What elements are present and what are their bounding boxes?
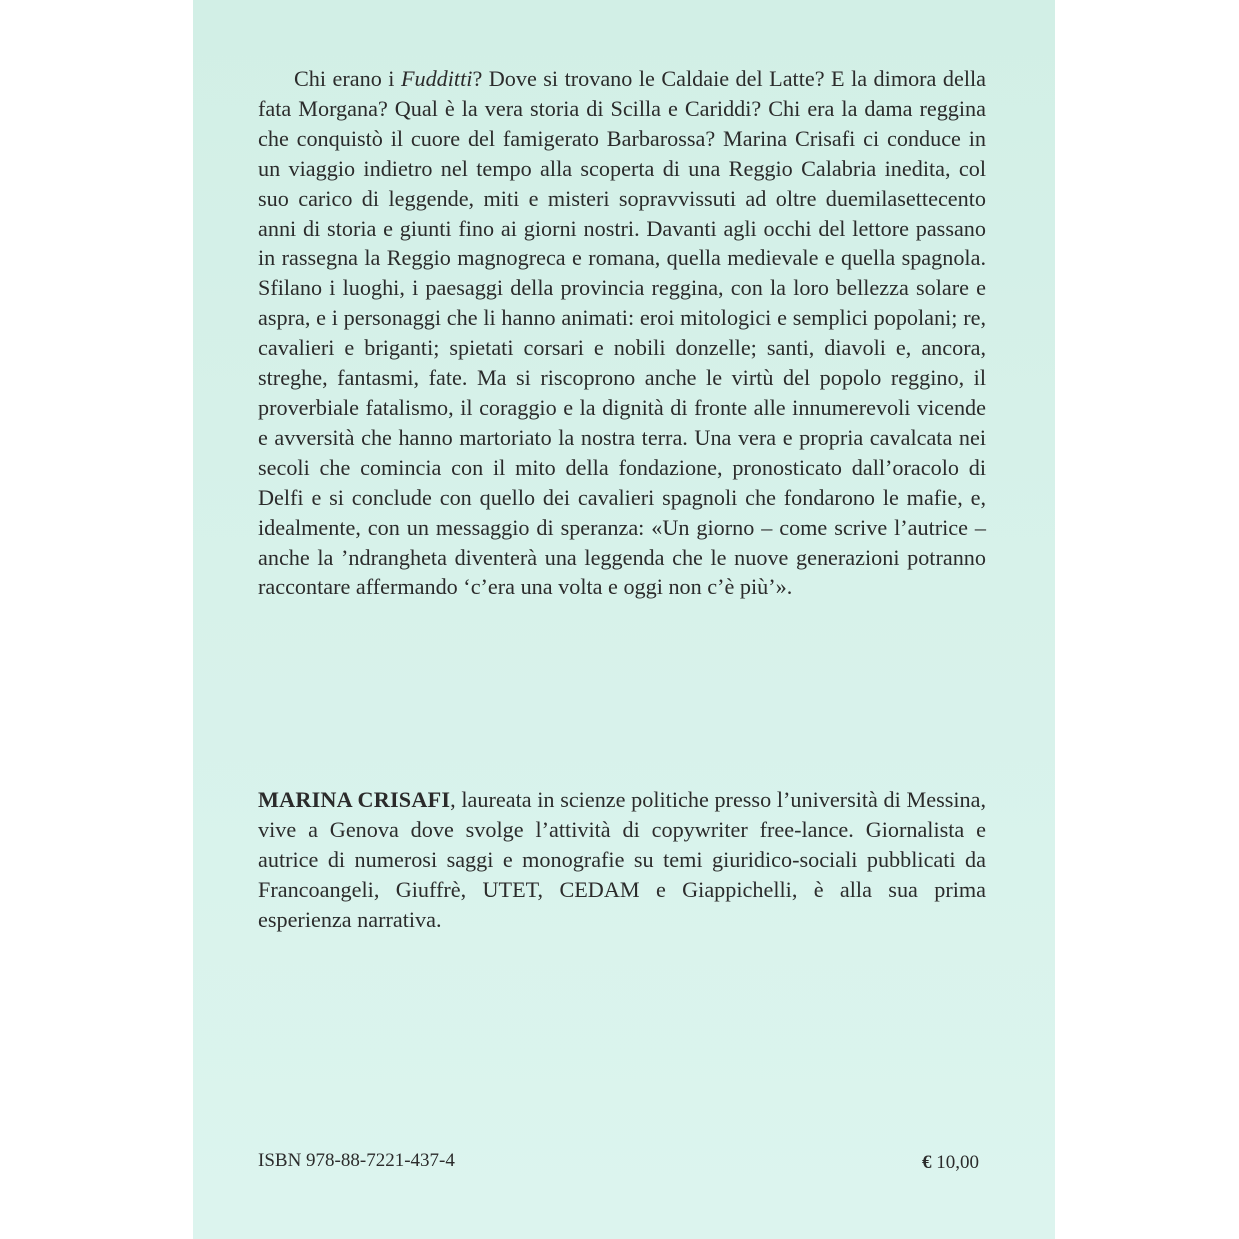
author-bio-text: , laureata in scienze politiche presso l’università di Messina, vive a Genova dove svolge l’attività di copywriter free-lance. Giornalista e autrice di numerosi saggi e monografie su temi giuridico-sociali pubblicati da Francoangeli, Giuffrè, UTET, CEDAM e Giappichelli, è alla sua prima esperienza narrativa. (258, 787, 986, 932)
blurb-question-intro: Chi erano i (294, 66, 401, 91)
blurb-paragraph (258, 64, 986, 602)
euro-symbol: € (922, 1152, 932, 1173)
author-bio (258, 785, 986, 935)
isbn-code: ISBN 978-88-7221-437-4 (258, 1150, 455, 1171)
price-amount: 10,00 (936, 1152, 979, 1173)
blurb-fudditti-term: Fudditti (400, 66, 473, 91)
book-back-cover (193, 0, 1055, 1239)
blurb-text: ? Dove si trovano le Caldaie del Latte? E la dimora della fata Morgana? Qual è la vera storia di Scilla e Cariddi? Chi era la dama reggina che conquistò il cuore del famigerato Barbarossa? Marina Crisafi ci conduce in un viaggio indietro nel tempo alla scoperta di una Reggio Calabria inedita, col suo carico di leggende, miti e misteri sopravvissuti ad oltre duemilasettecento anni di storia e giunti fino ai giorni nostri. Davanti agli occhi del lettore passano in rassegna la Reggio magnogreca e romana, quella medievale e quella spagnola. Sfilano i luoghi, i paesaggi della provincia reggina, con la loro bellezza solare e aspra, e i personaggi che li hanno animati: eroi mitologici e semplici popolani; re, cavalieri e briganti; spietati corsari e nobili donzelle; santi, diavoli e, ancora, streghe, fantasmi, fate. Ma si riscoprono anche le virtù del popolo reggino, il proverbiale fatalismo, il coraggio e la dignità di fronte alle innumerevoli vicende e avversità che hanno martoriato la nostra terra. Una vera e propria cavalcata nei secoli che comincia con il mito della fondazione, pronosticato dall’oracolo di Delfi e si conclude con quello dei cavalieri spagnoli che fondarono le mafie, e, idealmente, con un messaggio di speranza: «Un giorno – come scrive l’autrice – anche la ’ndrangheta diventerà una leggenda che le nuove generazioni potranno raccontare affermando ‘c’era una volta e oggi non c’è più’». (258, 66, 986, 600)
price-label (922, 1152, 979, 1174)
author-name: MARINA CRISAFI (258, 787, 451, 812)
